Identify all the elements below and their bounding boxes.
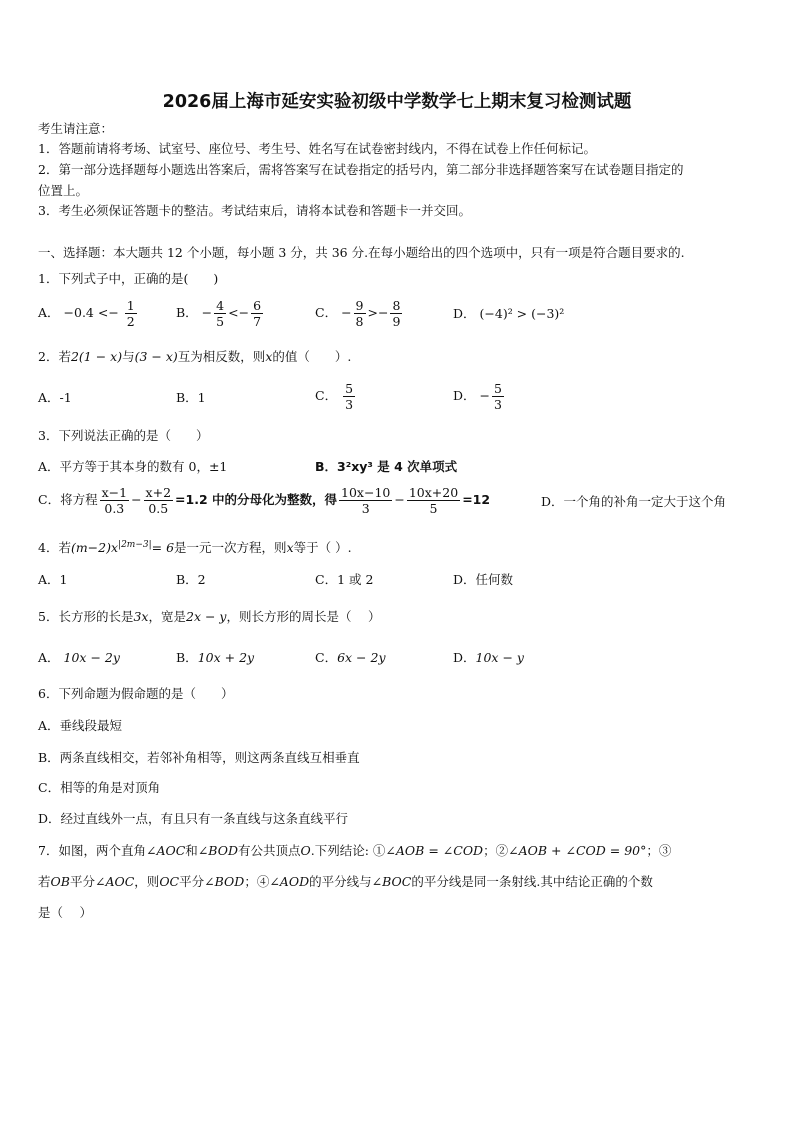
math-sign: − <box>201 305 213 320</box>
question-7-line-3: 是（ ） <box>38 905 92 920</box>
math-sign: − <box>479 388 490 403</box>
math-sign: − <box>341 305 352 320</box>
math-expr: 3x <box>133 609 149 624</box>
math-sign: <− <box>228 305 250 320</box>
option-label: C． <box>315 388 338 403</box>
notice-item-3: 3．考生必须保证答题卡的整洁。考试结束后，请将本试卷和答题卡一并交回。 <box>38 203 471 218</box>
question-6-option-a: A．垂线段最短 <box>38 718 123 733</box>
question-1-option-c <box>315 298 404 329</box>
question-2-option-b: B．1 <box>176 390 206 405</box>
question-1-option-b <box>176 298 265 329</box>
question-4-option-d: D．任何数 <box>453 572 514 587</box>
math-expr: (3 − x) <box>134 349 178 364</box>
math-expr: 2x − y <box>186 609 227 624</box>
fraction: $\frac{5}{3}$ <box>345 381 354 412</box>
fraction: $\frac{6}{7}$ <box>253 298 262 329</box>
question-4-option-c: C．1 或 2 <box>315 572 374 587</box>
question-7-line-2: 若OB平分∠AOC，则OC平分∠BOD；④∠AOD的平分线与∠BOC的平分线是同一条射线.其中结论正确的个数 <box>38 874 653 889</box>
math-expr: (−4)² > (−3)² <box>479 306 565 321</box>
question-3-option-b: B．3²xy³ 是 4 次单项式 <box>315 459 458 474</box>
section-heading: 一、选择题：本大题共 12 个小题，每小题 3 分，共 36 分.在每小题给出的四个选项中，只有一项是符合题目要求的. <box>38 245 685 260</box>
fraction: $\frac{x-1}{0.3}$ <box>101 485 128 516</box>
fraction: $\frac{x+2}{0.5}$ <box>145 485 172 516</box>
fraction: $\frac{9}{8}$ <box>355 298 364 329</box>
math-var: x <box>286 540 294 556</box>
question-3-stem: 3．下列说法正确的是（ ） <box>38 428 209 443</box>
fraction: $\frac{1}{2}$ <box>126 298 135 329</box>
question-2-option-c <box>315 381 357 412</box>
question-2-option-a: A．-1 <box>38 390 72 405</box>
question-6-option-d: D．经过直线外一点，有且只有一条直线与这条直线平行 <box>38 811 349 826</box>
notice-heading: 考生请注意： <box>38 121 114 136</box>
notice-item-1: 1．答题前请将考场、试室号、座位号、考生号、姓名写在试卷密封线内，不得在试卷上作任何标记。 <box>38 141 596 156</box>
question-5-option-b: B．10x + 2y <box>176 650 255 665</box>
math-expr: 2(1 − x) <box>70 349 123 364</box>
fraction: $\frac{8}{9}$ <box>392 298 401 329</box>
question-5-option-d: D．10x − y <box>453 650 524 665</box>
question-2-stem: 2．若2(1 − x)与(3 − x)互为相反数，则x的值（ ）. <box>38 349 352 364</box>
question-3-option-d: D．一个角的补角一定大于这个角 <box>541 494 727 509</box>
notice-item-2-cont: 位置上。 <box>38 183 89 198</box>
math-sign: >− <box>367 305 389 320</box>
math-exponent: |2m−3| <box>118 540 152 550</box>
question-5-stem: 5．长方形的长是3x，宽是2x − y，则长方形的周长是（ ） <box>38 609 381 624</box>
question-6-option-c: C．相等的角是对顶角 <box>38 780 161 795</box>
option-label: D． <box>453 306 476 321</box>
question-4-option-a: A．1 <box>38 572 68 587</box>
fraction: $\frac{10x+20}{5}$ <box>408 485 459 516</box>
question-3-option-c: C．将方程 $\frac{x-1}{0.3}$ − $\frac{x+2}{0.5}$ =1.2 中的分母化为整数，得 $\frac{10x-10}{3}$ − $\frac{10x+20}{5}$ =12 <box>38 485 491 516</box>
math-var: x <box>265 349 273 364</box>
option-label: D． <box>453 388 476 403</box>
question-4-option-b: B．2 <box>176 572 206 587</box>
fraction: $\frac{5}{3}$ <box>494 381 502 412</box>
question-7-line-1: 7．如图，两个直角∠AOC和∠BOD有公共顶点O.下列结论: ①∠AOB = ∠COD；②∠AOB + ∠COD = 90°；③ <box>38 843 672 858</box>
notice-item-2: 2．第一部分选择题每小题选出答案后，需将答案写在试卷指定的括号内，第二部分非选择题答案写在试卷题目指定的 <box>38 162 684 177</box>
question-5-option-c: C．6x − 2y <box>315 650 386 665</box>
question-3-option-a: A．平方等于其本身的数有 0，±1 <box>38 459 228 474</box>
math-expr: (m−2)x <box>70 540 119 556</box>
page-title: 2026届上海市延安实验初级中学数学七上期末复习检测试题 <box>162 92 632 112</box>
option-label: B． <box>176 305 198 320</box>
question-6-stem: 6．下列命题为假命题的是（ ） <box>38 686 234 701</box>
question-6-option-b: B．两条直线相交，若邻补角相等，则这两条直线互相垂直 <box>38 750 360 765</box>
question-2-option-d <box>453 381 506 412</box>
fraction: $\frac{4}{5}$ <box>216 298 225 329</box>
option-label: A． <box>38 305 60 320</box>
question-1-stem: 1．下列式子中，正确的是( ) <box>38 271 219 286</box>
question-1-option-d <box>453 306 564 322</box>
question-4-stem: 4．若$(m-2)x^{|2m-3|}= 6$是一元一次方程，则x等于（ ）. <box>38 540 352 556</box>
fraction: $\frac{10x-10}{3}$ <box>341 485 391 516</box>
question-1-option-a <box>38 298 139 329</box>
question-5-option-a: A． 10x − 2y <box>38 650 120 665</box>
option-label: C． <box>315 305 338 320</box>
math-expr: −0.4 <− <box>63 305 119 320</box>
